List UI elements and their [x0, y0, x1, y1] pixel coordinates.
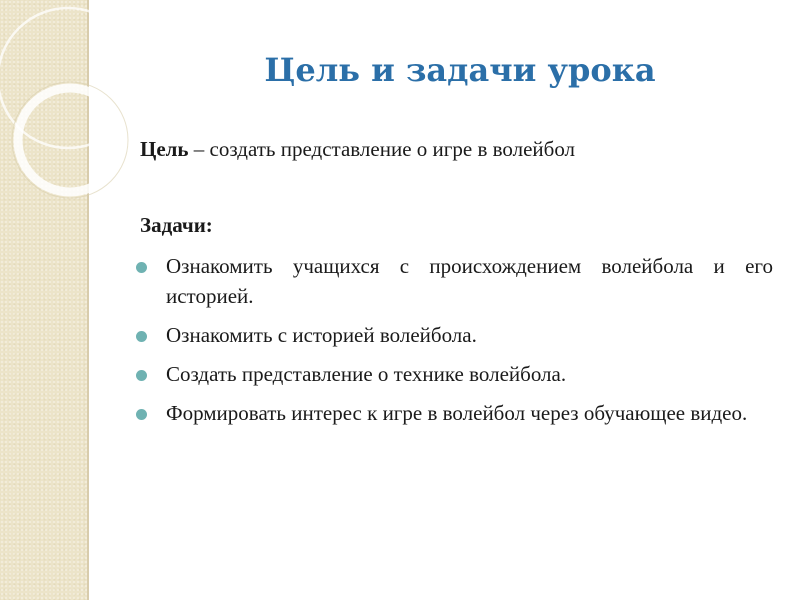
list-item: [133, 398, 773, 428]
task-list: [133, 251, 773, 437]
list-item: [133, 359, 773, 389]
task-text: Ознакомить с историей волейбола.: [166, 323, 477, 347]
side-band-edge: [87, 0, 89, 600]
list-item: [133, 320, 773, 350]
bullet-icon: [136, 331, 147, 342]
task-text: Создать представление о технике волейбола.: [166, 362, 567, 386]
task-text: Формировать интерес к игре в волейбол через обучающее видео.: [166, 401, 748, 425]
goal-label: Цель: [140, 137, 189, 161]
task-text: Ознакомить учащихся с происхождением волейбола и его историей.: [166, 254, 773, 308]
decorative-side-band: [0, 0, 87, 600]
list-item: [133, 251, 773, 311]
bullet-icon: [136, 409, 147, 420]
tasks-heading: Задачи:: [140, 213, 213, 237]
slide-title: Цель и задачи урока: [264, 51, 656, 89]
goal-statement: [140, 136, 780, 162]
goal-text: – создать представление о игре в волейбол: [188, 137, 576, 161]
bullet-icon: [136, 370, 147, 381]
bullet-icon: [136, 262, 147, 273]
